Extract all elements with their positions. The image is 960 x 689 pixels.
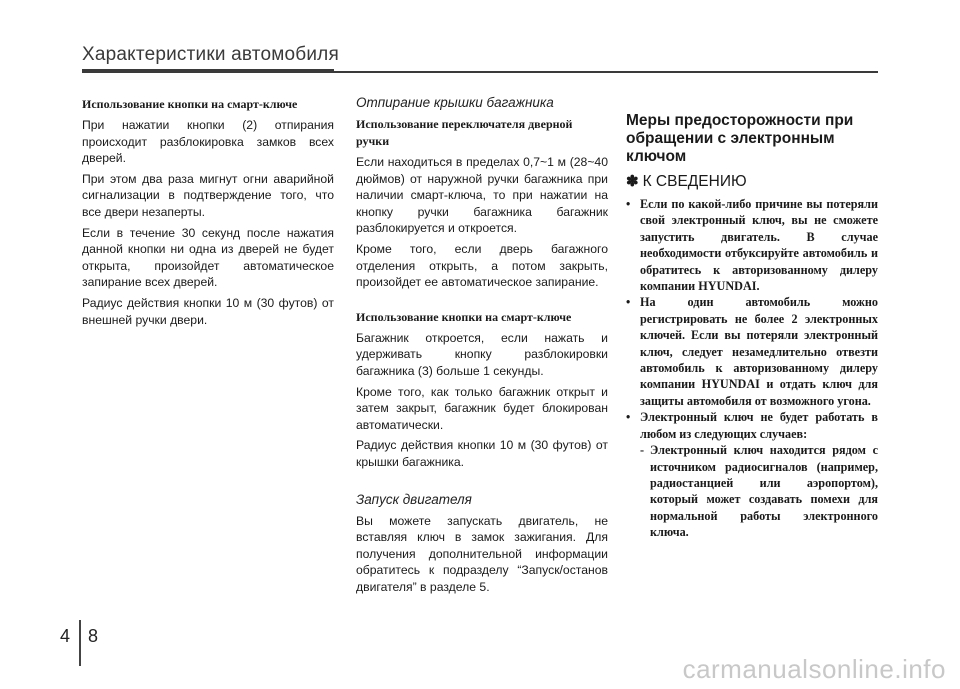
paragraph: Радиус действия кнопки 10 м (30 футов) от крышки багажника. (356, 438, 608, 469)
column-middle (356, 92, 608, 599)
paragraph: Радиус действия кнопки 10 м (30 футов) от внешней ручки двери. (82, 295, 334, 327)
watermark: carmanualsonline.info (682, 654, 946, 684)
paragraph: Если в течение 30 секунд после нажатия данной кнопки ни одна из дверей не будет открыта, произойдет автоматическое запирание всех дверей. (82, 225, 334, 290)
header-rule-thick (82, 69, 334, 73)
list-item: • Если по какой-либо причине вы потеряли свой электронный ключ, вы не сможете запустить двигатель. В случае необходимости отбуксируйте автомобиль и обратитесь к авторизованному дилеру компании HYUNDAI. (626, 197, 878, 294)
door-handle-switch-heading: Использование переключателя дверной ручки (356, 117, 573, 148)
column-right (626, 110, 878, 541)
paragraph: Вы можете запускать двигатель, не вставляя ключ в замок зажигания. Для получения дополнительной информации обратитесь к подразделу “Запуск/останов двигателя” в разделе 5. (356, 513, 608, 594)
list-item: • Электронный ключ не будет работать в любом из следующих случаев: (626, 410, 878, 441)
paragraph: Багажник откроется, если нажать и удерживать кнопку разблокировки багажника (3) больше 1 секунды. (356, 330, 608, 378)
bullet-icon: • (626, 197, 631, 211)
header-rule-thin (334, 71, 878, 73)
paragraph: При этом два раза мигнут огни аварийной сигнализации в подтверждение того, что все двери незаперты. (82, 171, 334, 219)
smart-key-button-heading: Использование кнопки на смарт-ключе (82, 97, 298, 111)
paragraph: Если находиться в пределах 0,7~1 м (28~40 дюймов) от наружной ручки багажника при наличии смарт-ключа, то при нажатии на кнопку ручки багажника багажник разблокируется и откроется. (356, 155, 608, 236)
header-title: Характеристики автомобиля (82, 44, 339, 65)
paragraph: При нажатии кнопки (2) отпирания происходит разблокировка замков всех дверей. (82, 118, 334, 166)
smart-key-trunk-heading: Использование кнопки на смарт-ключе (356, 309, 572, 324)
bullet-icon: • (626, 410, 631, 425)
paragraph: Кроме того, если дверь багажного отделения открыть, а потом закрыть, произойдет ее автоматическое запирание. (356, 241, 608, 290)
page-section-number: 4 (60, 626, 71, 646)
dash-icon: - (640, 443, 645, 458)
information-label (626, 172, 878, 192)
list-subitem: - Электронный ключ находится рядом с источником радиосигналов (например, радиостанцией или аэропортом), который может создавать помехи для нормальной работы электронного ключа. (640, 443, 878, 540)
column-left (82, 96, 334, 332)
precautions-heading: Меры предосторожности при обращении с электронным ключом (626, 112, 854, 165)
trunk-unlock-title: Отпирание крышки багажника (356, 95, 554, 110)
page-number: 8 (88, 626, 99, 646)
list-item: • На один автомобиль можно регистрировать не более 2 электронных ключей. Если вы потеряли электронный ключ, следует незамедлительно отвезти автомобиль к авторизованному дилеру компании HYUNDAI и отдать ключ для защиты автомобиля от возможного угона. (626, 295, 878, 408)
paragraph: Кроме того, как только багажник открыт и затем закрыт, багажник будет блокирован автоматически. (356, 384, 608, 432)
bullet-list (626, 196, 878, 541)
asterisk-icon: ✽ (626, 173, 639, 190)
engine-start-title: Запуск двигателя (356, 491, 472, 507)
bullet-icon: • (626, 295, 631, 310)
information-label-text: К СВЕДЕНИЮ (642, 173, 747, 190)
page-number-divider (79, 620, 81, 666)
